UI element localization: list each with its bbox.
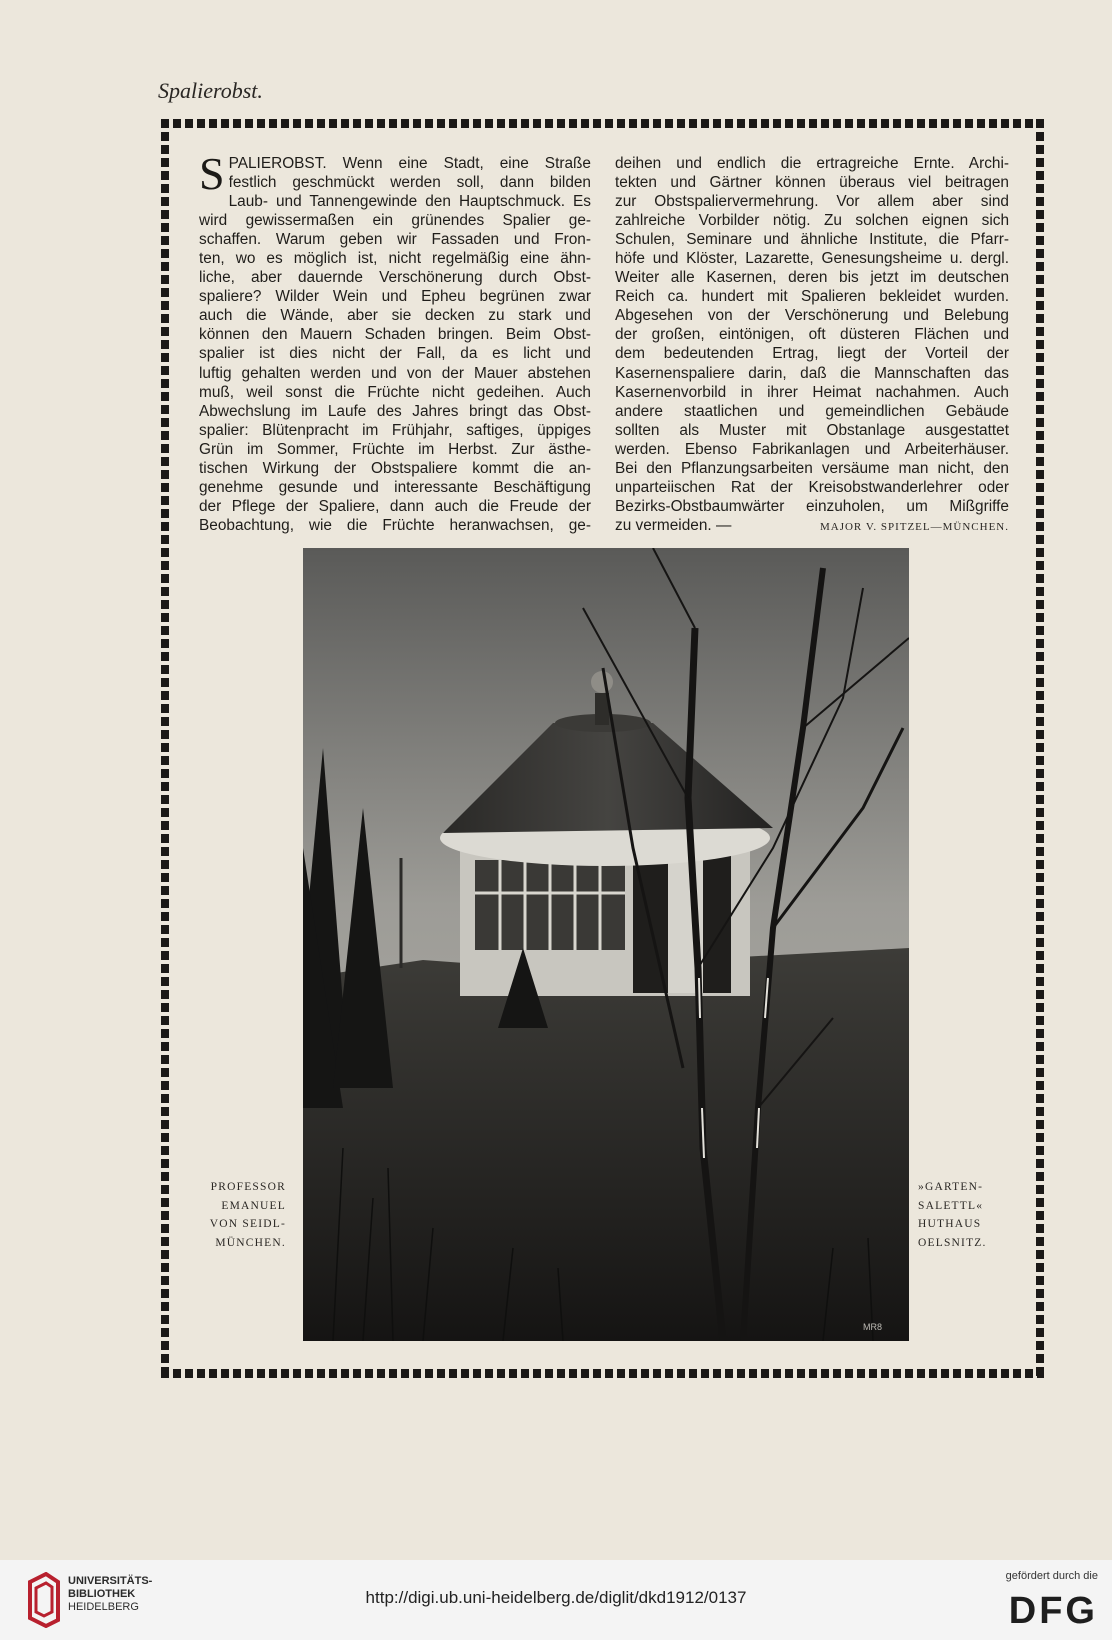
- text-line: Kasernenspaliere darin, daß die Mannschaften das: [615, 364, 1009, 382]
- border-left: [161, 119, 169, 1378]
- dropcap: S: [199, 148, 225, 199]
- photo-illustration: [303, 548, 909, 1341]
- final-text-line: zu vermeiden. —: [615, 516, 732, 534]
- caption-line: HUTHAUS: [918, 1218, 982, 1231]
- text-line: Laub- und Tannengewinde den Hauptschmuck. Es: [228, 193, 591, 211]
- photo-caption-left: [194, 1178, 286, 1252]
- caption-line: MÜNCHEN.: [215, 1236, 286, 1249]
- text-line: höfe und Klöster, Lazarette, Genesungsheime u. dergl.: [615, 250, 1009, 268]
- text-line: Abwechslung im Laufe des Jahres bringt das Obst-: [199, 402, 591, 420]
- funded-by-label: gefördert durch die: [1005, 1570, 1098, 1582]
- library-name-line: BIBLIOTHEK: [68, 1588, 136, 1600]
- text-line: wird gewissermaßen ein grünendes Spalier ge-: [199, 212, 591, 230]
- text-line: genehme gesunde und interessante Beschäftigung: [199, 478, 591, 496]
- text-line: PALIEROBST. Wenn eine Stadt, eine Straße: [228, 155, 591, 172]
- text-line: zur Obstspaliervermehrung. Vor allem aber sind: [615, 193, 1009, 211]
- article-column-right: [615, 154, 1009, 537]
- text-line: sollten als Muster mit Obstanlage ausgestattet: [615, 421, 1009, 439]
- library-name-line: HEIDELBERG: [68, 1601, 139, 1613]
- text-line: spaliere? Wilder Wein und Epheu begrünen zwar: [199, 288, 591, 306]
- caption-line: SALETTL«: [918, 1199, 984, 1212]
- text-line: zahlreiche Vorbilder nötig. Zu solchen eignen sich: [615, 212, 1009, 230]
- text-line: liche, aber dauernde Verschönerung durch Obst-: [199, 269, 591, 287]
- text-line: Schulen, Seminare und ähnliche Institute, die Pfarr-: [615, 231, 1009, 249]
- article-closing-line: [615, 516, 1009, 537]
- photo-caption-right: [918, 1178, 1014, 1252]
- text-line: schaffen. Warum geben wir Fassaden und Fron-: [199, 231, 591, 249]
- caption-line: PROFESSOR: [210, 1181, 286, 1193]
- text-line: Abgesehen von der Verschönerung und Belebung: [615, 307, 1009, 325]
- library-name-line: UNIVERSITÄTS-: [68, 1575, 153, 1587]
- running-head: Spalierobst.: [158, 78, 263, 103]
- caption-line: »GARTEN-: [918, 1181, 984, 1193]
- caption-line: VON SEIDL-: [209, 1218, 286, 1231]
- text-line: tekten und Gärtner können überaus viel beitragen: [615, 174, 1009, 192]
- digitization-footer: [0, 1560, 1112, 1640]
- text-line: Beobachtung, wie die Früchte heranwachsen, ge-: [199, 516, 591, 534]
- text-line: dem bedeutenden Ertrag, liegt der Vorteil der: [615, 345, 1009, 363]
- text-line: tischen Wirkung der Obstspaliere kommt die an-: [199, 459, 591, 477]
- text-line: auch die Wände, aber sie decken zu stark und: [199, 307, 591, 325]
- text-line: andere staatlichen und gemeindlichen Gebäude: [615, 402, 1009, 420]
- dfg-logo[interactable]: DFG: [1008, 1590, 1098, 1632]
- text-line: spalier ist dies nicht der Fall, da es licht und: [199, 345, 591, 363]
- photograph-garden-pavilion: [303, 548, 909, 1341]
- text-line: luftig gehalten werden und von der Mauer abstehen: [199, 364, 591, 382]
- text-line: können den Mauern Schaden bringen. Beim Obst-: [199, 326, 591, 344]
- text-line: ten, wo es möglich ist, nicht regelmäßig eine ähn-: [199, 250, 591, 268]
- text-line: festlich geschmückt werden soll, dann bilden: [228, 174, 591, 192]
- text-line: Bezirks-Obstbaumwärter einzuholen, um Mißgriffe: [615, 497, 1009, 515]
- caption-line: OELSNITZ.: [918, 1236, 987, 1249]
- text-line: Grün im Sommer, Früchte im Herbst. Zur ästhe-: [199, 440, 591, 458]
- text-line: muß, weil sonst die Früchte nicht gedeihen. Auch: [199, 383, 591, 401]
- text-line: Reich ca. hundert mit Spalieren bekleidet wurden.: [615, 288, 1009, 306]
- photo-monogram: MR8: [863, 1322, 883, 1332]
- text-line: Bei den Pflanzungsarbeiten versäume man nicht, den: [615, 459, 1009, 477]
- text-line: deihen und endlich die ertragreiche Ernte. Archi-: [615, 155, 1009, 172]
- text-line: Weiter alle Kasernen, deren bis jetzt im deutschen: [615, 269, 1009, 287]
- border-top: [161, 119, 1044, 128]
- author-signature: MAJOR V. SPITZEL—MÜNCHEN.: [819, 520, 1009, 533]
- text-line: der großen, eintönigen, oft düsteren Flächen und: [615, 326, 1009, 344]
- article-column-left: [199, 148, 591, 535]
- text-line: der Pflege der Spaliere, dann auch die Freude der: [199, 497, 591, 515]
- text-line: spalier: Blütenpracht im Frühjahr, saftiges, üppiges: [199, 421, 591, 439]
- border-bottom: [161, 1369, 1044, 1378]
- caption-line: EMANUEL: [221, 1199, 286, 1212]
- border-right: [1036, 119, 1044, 1378]
- text-line: unparteiischen Rat der Kreisobstwanderlehrer oder: [615, 478, 1009, 496]
- source-url-link[interactable]: http://digi.ub.uni-heidelberg.de/diglit/dkd1912/0137: [365, 1588, 747, 1607]
- text-line: werden. Ebenso Fabrikanlagen und Arbeiterhäuser.: [615, 440, 1009, 458]
- text-line: Kasernenvorbild in ihrer Heimat nachahmen. Auch: [615, 383, 1009, 401]
- ground: [303, 948, 909, 1341]
